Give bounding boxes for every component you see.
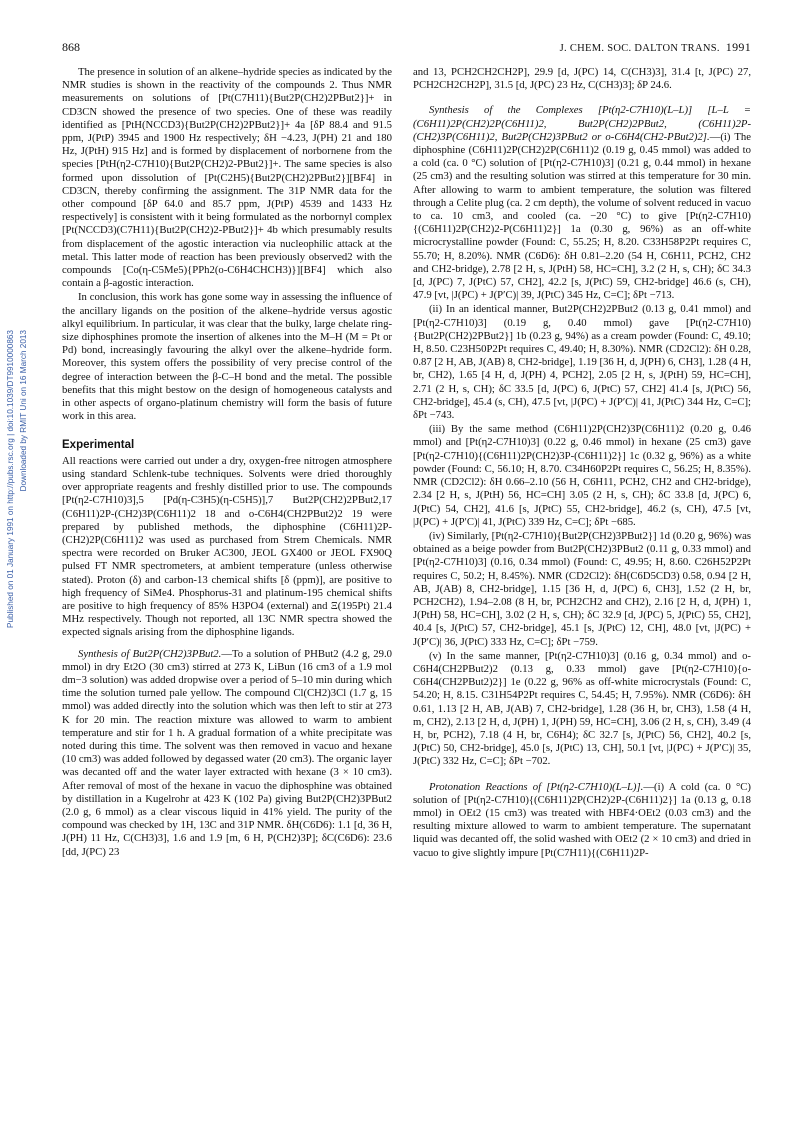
running-header [560, 40, 751, 55]
paragraph-complex-1b: (ii) In an identical manner, But2P(CH2)2PBut2 (0.13 g, 0.41 mmol) and [Pt(η2-C7H10)3] (0.19 g, 0.40 mmol) gave [Pt(η2-C7H10){But2P(CH2)2PBut2}] 1b (0.23 g, 94%) as a cream powder (Found: C, 49.10; H, 8.50. C23H50P2Pt requires C, 49.40; H, 8.30%). NMR (CD2Cl2): δH 0.28, 0.87 [2 H, AB, J(AB) 8, CH2-bridge], 1.19 [36 H, d, J(PH) 6, CH3], 1.28 (4 H, br, CH2), 1.65 [4 H, d, J(PH) 4, PCH2], 2.05 [2 H, s, J(PtH) 59, HC=CH], 2.71 (2 H, s, CH); δC 33.5 [d, J(PC) 6, J(PtC) 57, CH2] 41.4 [s, J(PtC) 56, CH2-bridge], 45.4 (s, CH), 47.5 [vt, |J(PC) + J(P′C)| 41, J(PtC) 344 Hz, C=C]; δPt −743. [413, 303, 751, 422]
paragraph-synthesis-complexes [413, 104, 751, 302]
paragraph-continued-nmr: and 13, PCH2CH2CH2P], 29.9 [d, J(PC) 14, C(CH3)3], 31.4 [t, J(PC) 27, PCH2CH2CH2P], 31.5 [d, J(PC) 23 Hz, C(CH3)3]; δP 24.6. [413, 66, 751, 92]
journal-name: J. CHEM. SOC. DALTON TRANS. [559, 43, 720, 54]
left-column [62, 66, 392, 859]
journal-year: 1991 [725, 40, 751, 54]
page-number: 868 [62, 40, 80, 54]
published-note[interactable]: Published on 01 January 1991 on http://pubs.rsc.org | doi:10.1039/DT9910000863 [6, 330, 15, 629]
protonation-text: —(i) A cold (ca. 0 °C) solution of [Pt(η2-C7H10){(C6H11)2P(CH2)2P-(C6H11)2}] 1a (0.13 g, 0.18 mmol) in OEt2 (15 cm3) was treated with HBF4·OEt2 (0.03 cm3) and the resulting mixture allowed to warm to ambient temperature. The supernatant liquid was decanted off, the solid washed with OEt2 (2 × 10 cm3) and dried in vacuo to give slightly impure [Pt(C7H11){(C6H11)2P- [413, 780, 751, 859]
paragraph-general-methods: All reactions were carried out under a dry, oxygen-free nitrogen atmosphere using standard Schlenk-tube techniques. Solvents were dried thoroughly over appropriate reagents and freshly distilled prior to use. The compounds [Pt(η2-C7H10)3],5 [Pd(η-C3H5)(η-C5H5)],7 But2P(CH2)2PBut2,17 (C6H11)2P-(CH2)3P(C6H11)2 18 and o-C6H4(CH2PBut2)2 19 were prepared by published methods, the diphosphine (C6H11)2P-(CH2)2P(C6H11)2 was used as purchased from Strem Chemicals. NMR spectra were recorded on Bruker AC300, JEOL GX400 or JEOL FX90Q pulsed FT NMR spectrometers, at ambient temperature (unless otherwise stated). Proton (δ) and carbon-13 chemical shifts [δ (ppm)], are positive to high frequency of SiMe4. Phosphorus-31 and platinum-195 chemical shifts are positive to high frequency of 85% H3PO4 (external) and Ξ(195Pt) 21.4 MHz respectively. Though not reported, all 13C NMR spectra showed the expected signals arising from the diphosphine ligands. [62, 454, 392, 639]
subheading-synthesis-ligand: Synthesis of But2P(CH2)3PBut2. [78, 647, 222, 660]
synthesis-complexes-text: —(i) The diphosphine (C6H11)2P(CH2)2P(C6H11)2 (0.19 g, 0.45 mmol) was added to a cold (ca. 0 °C) solution of [Pt(η2-C7H10)3] (0.21 g, 0.44 mmol) in hexane (25 cm3) and the resulting solution was stirred at this temperature for 30 min. After allowing to warm to ambient temperature, the solution was filtered through a Celite plug (ca. 2 cm depth), the volume of solvent reduced in vacuo to ca. 10 cm3, and cooled (ca. −20 °C) to give [Pt(η2-C7H10){(C6H11)2P(CH2)2-P(C6H11)2}] 1a (0.30 g, 96%) as an off-white microcrystalline powder (Found: C, 55.25; H, 8.20. C33H58P2Pt requires C, 55.70; H, 8.20%). NMR (C6D6): δH 0.81–2.20 (54 H, C6H11, PCH2, CH2 and CH2-bridge), 2.78 [2 H, s, J(PtH) 58, HC=CH], 3.2 (2 H, s, CH); δC 34.3 [d, J(PC) 7, J(PtC) 57, CH2], 42.2 [s, J(PtC) 59, CH2-bridge] 46.6 (s, CH), 47.9 [vt, |J(PC) + J(P′C)| 39, J(PtC) 345 Hz, C=C]; δPt −713. [413, 130, 751, 302]
paragraph-discussion: The presence in solution of an alkene–hydride species as indicated by the NMR studies is shown in the reactivity of the compounds 2. Thus NMR measurements on solutions of [Pt(C7H11){But2P(CH2)2PBut2}]+ in CD3CN showed the presence of two species. One of these was readily identified as [PtH(NCCD3){But2P(CH2)2PBut2}]+ 4a [δP 88.4 and 91.5 ppm, J(PtP) 3945 and 1900 Hz respectively; δH −4.23, J(PH) 21 and 180 Hz, J(PtH) 915 Hz] and is formed by displacement of norbornene from the species [PtH(η2-C7H10){But2P(CH2)2-PBut2}]+. The same species is also formed upon dissolution of [Pt(C2H5){But2P(CH2)2PBut2}][BF4] in CD3CN, thereby confirming the assignment. The 31P NMR data for the other compound [δP 64.0 and 85.7 ppm, J(PtP) 4539 and 1433 Hz respectively] is consistent with it being formulated as the norbornyl complex [Pt(NCCD3)(C7H11){But2P(CH2)2-PBut2}]+ 4b which presumably results from displacement of the agostic interaction via nucleophilic attack at the metal. This latter mode of reaction has been previously observed2 with the compounds [Co(η-C5Me5){PPh2(o-C6H4CHCH3)}][BF4] which also contain a β-agostic interaction. [62, 66, 392, 290]
subheading-protonation: Protonation Reactions of [Pt(η2-C7H10)(L–L)]. [429, 780, 644, 793]
paragraph-complex-1e: (v) In the same manner, [Pt(η2-C7H10)3] (0.16 g, 0.34 mmol) and o-C6H4(CH2PBut2)2 (0.13 g, 0.33 mmol) gave [Pt(η2-C7H10){o-C6H4(CH2PBut2)2}] 1e (0.22 g, 96% as off-white microcrystals (Found: C, 54.20; H, 8.15. C31H54P2Pt requires C, 54.45; H, 7.95%). NMR (C6D6): δH 0.61, 1.13 [2 H, AB, J(AB) 7, CH2-bridge], 1.28 (36 H, br, CH3), 1.58 (4 H, m, CH2), 2.13 [2 H, d, J(PH) 1, J(PH) 59, HC=CH], 3.06 (2 H, s, CH), 3.49 (4 H, br, PCH2), 7.18 (4 H, br, C6H4); δC 32.7 [s, J(PtC) 56, CH2], 40.2 [s, J(PtC) 50, CH2-bridge], 45.0 [s, J(PtC) 13, CH], 50.1 [vt, |J(PC) + J(P′C)| 35, J(PtC) 332 Hz, C=C]; δPt −702. [413, 649, 751, 768]
paragraph-conclusion: In conclusion, this work has gone some way in assessing the influence of the ancillary ligands on the position of the alkene–hydride versus agostic alkyl equilibrium. In particular, it was clear that the bulky, large chelate ring-size diphosphines promote the insertion of alkenes into the M–H (M = Pt or Pd) bond, increasingly favouring the alkyl over the alkene–hydride form. Moreover, this system offers the possibility of very precise control of the degree of interaction between the β-C–H bond and the metal. The possible benefits that this might bestow on the design of homogeneous catalysts and in other aspects of organo-platinum chemistry will form the basis of future work in this area. [62, 291, 392, 423]
right-column [413, 66, 751, 860]
subheading-synthesis-complexes: Synthesis of the Complexes [Pt(η2-C7H10)(L–L)] [L–L = (C6H11)2P(CH2)2P(C6H11)2, But2P(CH2)2PBut2, (C6H11)2P-(CH2)3P(C6H11)2, But2P(CH2)3PBut2 or o-C6H4(CH2-PBut2)2]. [413, 104, 751, 143]
synthesis-ligand-text: —To a solution of PHBut2 (4.2 g, 29.0 mmol) in dry Et2O (30 cm3) stirred at 273 K, LiBun (16 cm3 of a 1.9 mol dm−3 solution) was added dropwise over a period of 5–10 min during which time the solution turned pale yellow. The compound Cl(CH2)3Cl (1.7 g, 15 mmol) was added directly into the solution which was then left to stir at 273 K for 20 min. The reaction mixture was allowed to warm to ambient temperature and stir for 1 h. A gradual formation of a white precipitate was noted during this time. The solvent was then removed in vacuo and hexane (10 cm3) was added followed by degassed water (20 cm3). The organic layer was decanted off and the water layer extracted with hexane (3 × 10 cm3). After removal of most of the hexane in vacuo the diphosphine was obtained by distillation in a Kugelrohr at 423 K (102 Pa) giving But2P(CH2)3PBut2 (2.0 g, 6 mmol) as a clear viscous liquid in 41% yield. The purity of the compound was checked by 1H, 13C and 31P NMR. δH(C6D6): 1.1 [d, 36 H, J(PH) 11 Hz, C(CH3)3], 1.6 and 1.9 [m, 6 H, P(CH2)3P]; δC(C6D6): 23.6 [dd, J(PC) 23 [62, 647, 392, 858]
paragraph-complex-1c: (iii) By the same method (C6H11)2P(CH2)3P(C6H11)2 (0.20 g, 0.46 mmol) and [Pt(η2-C7H10)3] (0.22 g, 0.46 mmol) in hexane (25 cm3) gave [Pt(η2-C7H10){(C6H11)2P(CH2)3P-(C6H11)2}] 1c (0.32 g, 96%) as a white powder (Found: C, 56.10; H, 8.70. C34H60P2Pt requires C, 56.25; H, 8.35%). NMR (CD2Cl2): δH 0.66–2.10 (56 H, C6H11, PCH2, CH2 and CH2-bridge), 2.34 [2 H, s, J(PtH) 56, HC=CH] 3.05 (2 H, s, CH); δC 33.8 [d, J(PC) 6, J(PtC) 54, CH2], 41.6 [s, J(PtC) 55, CH2-bridge], 46.2 (s, CH), 47.5 [vt, |J(PC) + J(P′C)| 41, J(PtC) 339 Hz, C=C]; δPt −685. [413, 423, 751, 528]
paragraph-protonation [413, 781, 751, 860]
paragraph-complex-1d: (iv) Similarly, [Pt(η2-C7H10){But2P(CH2)3PBut2}] 1d (0.20 g, 96%) was obtained as a beige powder from But2P(CH2)3PBut2 (0.11 g, 0.33 mmol) and [Pt(η2-C7H10)3] (0.16, 0.34 mmol) (Found: C, 49.95; H, 8.60. C26H52P2Pt requires C, 50.2; H, 8.45%). NMR (CD2Cl2): δH(C6D5CD3) 0.58, 0.94 [2 H, AB, J(AB) 8, CH2-bridge], 1.15 [36 H, d, J(PC) 6, CH3], 1.52 (2 H, br, PCH2CH2), 1.94–2.08 (8 H, br, PCH2CH2 and CH2), 2.16 [2 H, d, J(PH) 1, J(PtH) 58, HC=CH], 3.02 (2 H, s, CH); δC 32.9 [d, J(PC) 5, J(PtC) 55, CH2], 40.4 [s, J(PtC) 57, CH2-bridge], 45.1 [s, J(PtC) 12, CH], 48.0 [vt, |J(PC) + J(P′C)| 36, J(PtC) 333 Hz, C=C]; δPt −759. [413, 529, 751, 648]
downloaded-note: Downloaded by RMIT Uni on 16 March 2013 [19, 330, 28, 492]
download-watermark [4, 330, 34, 930]
paragraph-synthesis-ligand [62, 648, 392, 859]
section-heading-experimental: Experimental [62, 439, 135, 452]
